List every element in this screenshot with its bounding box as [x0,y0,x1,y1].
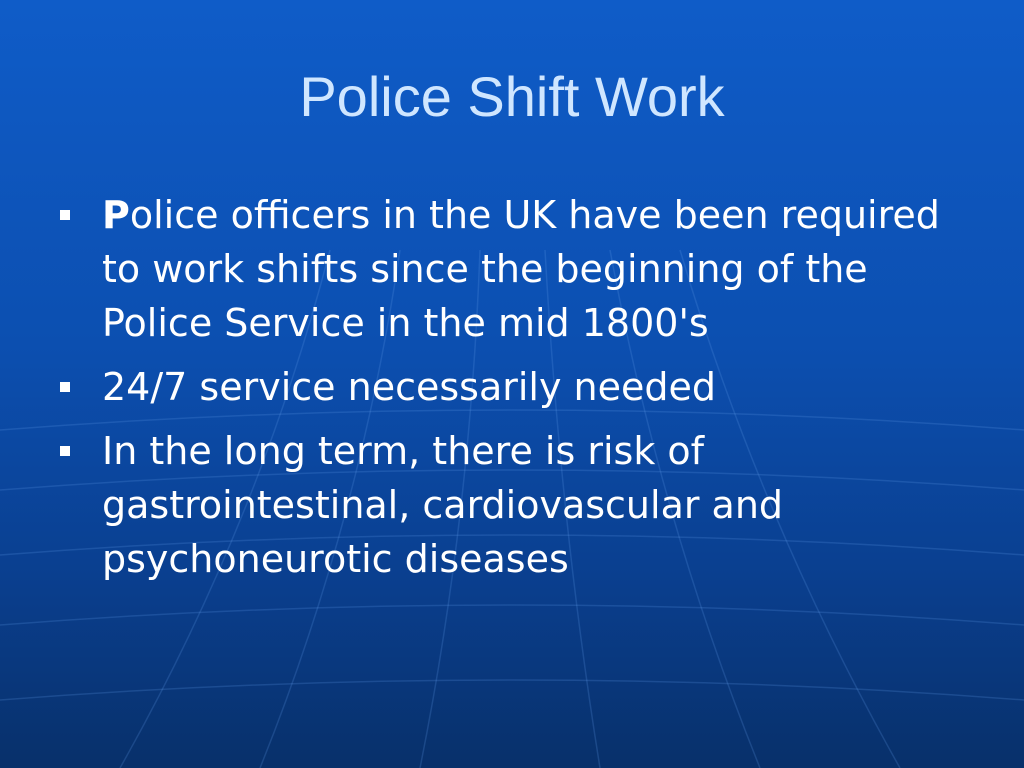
bullet-text-3: In the long term, there is risk of gastrointestinal, cardiovascular and psychoneurotic diseases [102,429,784,581]
bullet-item-3 [60,424,980,586]
slide-title: Police Shift Work [299,65,725,128]
bullet-item-1 [60,188,980,350]
square-bullet-icon [60,382,70,392]
bullet-item-2 [60,360,980,414]
bullet-text-1: olice officers in the UK have been required to work shifts since the beginning of the Police Service in the mid 1800's [102,193,940,345]
square-bullet-icon [60,446,70,456]
square-bullet-icon [60,210,70,220]
bullet-lead-letter: P [102,193,130,237]
bullet-text-2: 24/7 service necessarily needed [102,365,716,409]
bullet-list [60,188,980,596]
